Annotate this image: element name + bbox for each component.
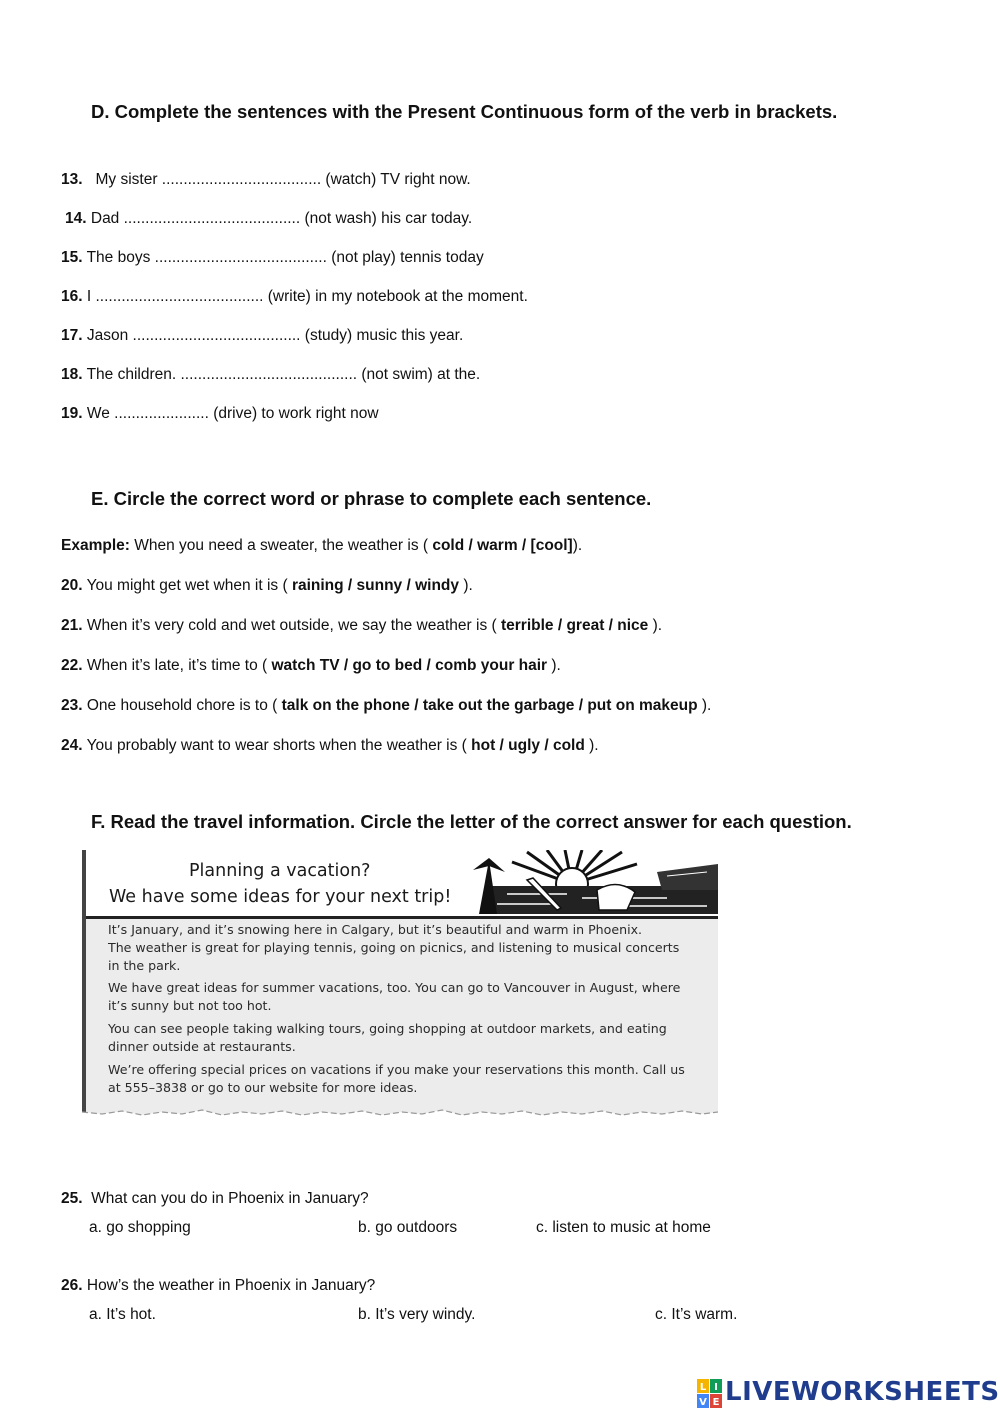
answer-option-25b[interactable]: b. go outdoors [358,1219,458,1236]
exercise-item-22 [61,657,561,675]
item-number: 20. [61,577,83,594]
logo-letter: L [699,1382,707,1393]
section-f-heading: F. Read the travel information. Circle the letter of the correct answer for each question. [91,811,852,832]
item-end: ). [547,657,561,674]
item-text: I ....................................... (write) in my notebook at the moment. [82,288,528,305]
item-end: ). [584,737,599,754]
section-d-heading: D. Complete the sentences with the Present Continuous form of the verb in brackets. [91,101,838,122]
liveworksheets-logo-text: LIVEWORKSHEETS [725,1377,1000,1407]
item-number: 21. [61,617,83,634]
example-end: ). [572,537,583,554]
beach-sun-illustration-icon [467,850,718,914]
item-number: 16. [61,288,83,305]
item-text: My sister ..................................... (watch) TV right now. [82,171,471,188]
exercise-item-21 [61,617,662,635]
question-26 [61,1277,375,1295]
travel-line: in the park. [108,958,181,973]
item-end: ). [648,617,663,634]
liveworksheets-logo-icon [697,1379,723,1409]
travel-paragraph-1 [108,921,679,975]
item-number: 14. [65,210,87,227]
box-left-edge [82,850,86,1118]
item-number: 26. [61,1277,83,1294]
example-text: When you need a sweater, the weather is ( [129,537,433,554]
travel-line: it’s sunny but not too hot. [108,998,272,1013]
item-options[interactable]: watch TV / go to bed / comb your hair [271,657,548,674]
answer-option-26b[interactable]: b. It’s very windy. [358,1306,476,1323]
logo-letter: I [714,1382,718,1393]
travel-line: at 555–3838 or go to our website for more ideas. [108,1080,418,1095]
item-number: 13. [61,171,83,188]
example-options: cold / warm / [cool] [432,537,573,554]
item-options[interactable]: raining / sunny / windy [291,577,460,594]
item-options[interactable]: terrible / great / nice [500,617,649,634]
exercise-item-15 [61,249,484,267]
item-text: When it’s late, it’s time to ( [82,657,272,674]
exercise-item-14 [65,210,472,228]
travel-line: You can see people taking walking tours, going shopping at outdoor markets, and eating [108,1021,667,1036]
exercise-item-13 [61,171,471,189]
travel-title-2: We have some ideas for your next trip! [109,887,452,907]
exercise-item-24 [61,737,599,755]
travel-banner [82,850,718,919]
example-line [61,537,582,555]
item-text: Dad ......................................... (not wash) his car today. [86,210,473,227]
question-text: How’s the weather in Phoenix in January? [82,1277,376,1294]
torn-edge-decoration [82,1106,718,1120]
item-number: 18. [61,366,83,383]
travel-title-1: Planning a vacation? [189,861,371,881]
answer-option-26a[interactable]: a. It’s hot. [89,1306,156,1323]
item-text: You might get wet when it is ( [82,577,292,594]
travel-line: The weather is great for playing tennis, going on picnics, and listening to musical concerts [108,940,680,955]
answer-option-26c[interactable]: c. It’s warm. [655,1306,738,1323]
item-text: The children. ......................................... (not swim) at the. [82,366,481,383]
item-number: 15. [61,249,83,266]
exercise-item-17 [61,327,463,345]
logo-letter: E [712,1397,720,1408]
item-text: We ...................... (drive) to work right now [82,405,379,422]
answer-option-25c[interactable]: c. listen to music at home [536,1219,711,1236]
item-number: 22. [61,657,83,674]
item-text: The boys ........................................ (not play) tennis today [82,249,484,266]
travel-line: We have great ideas for summer vacations, too. You can go to Vancouver in August, where [108,980,681,995]
exercise-item-23 [61,697,711,715]
travel-paragraph-2 [108,979,680,1015]
travel-line: We’re offering special prices on vacations if you make your reservations this month. Call us [108,1062,685,1077]
question-25 [61,1190,369,1208]
logo-letter: V [699,1397,707,1408]
item-text: When it’s very cold and wet outside, we say the weather is ( [82,617,501,634]
item-end: ). [697,697,712,714]
item-number: 23. [61,697,83,714]
item-options[interactable]: talk on the phone / take out the garbage / put on makeup [281,697,698,714]
travel-paragraph-3 [108,1020,667,1056]
item-number: 17. [61,327,83,344]
example-label: Example: [61,537,130,554]
item-number: 25. [61,1190,83,1207]
travel-line: It’s January, and it’s snowing here in Calgary, but it’s beautiful and warm in Phoenix. [108,922,643,937]
exercise-item-20 [61,577,473,595]
item-options[interactable]: hot / ugly / cold [471,737,585,754]
exercise-item-18 [61,366,480,384]
travel-paragraph-4 [108,1061,685,1097]
question-text: What can you do in Phoenix in January? [82,1190,369,1207]
exercise-item-16 [61,288,528,306]
item-number: 24. [61,737,83,754]
item-text: One household chore is to ( [82,697,282,714]
exercise-item-19 [61,405,379,423]
item-end: ). [459,577,473,594]
item-number: 19. [61,405,83,422]
section-e-heading: E. Circle the correct word or phrase to complete each sentence. [91,488,652,509]
travel-information-box [82,850,718,1118]
item-text: You probably want to wear shorts when the weather is ( [82,737,472,754]
travel-line: dinner outside at restaurants. [108,1039,296,1054]
answer-option-25a[interactable]: a. go shopping [89,1219,191,1236]
item-text: Jason ....................................... (study) music this year. [82,327,464,344]
